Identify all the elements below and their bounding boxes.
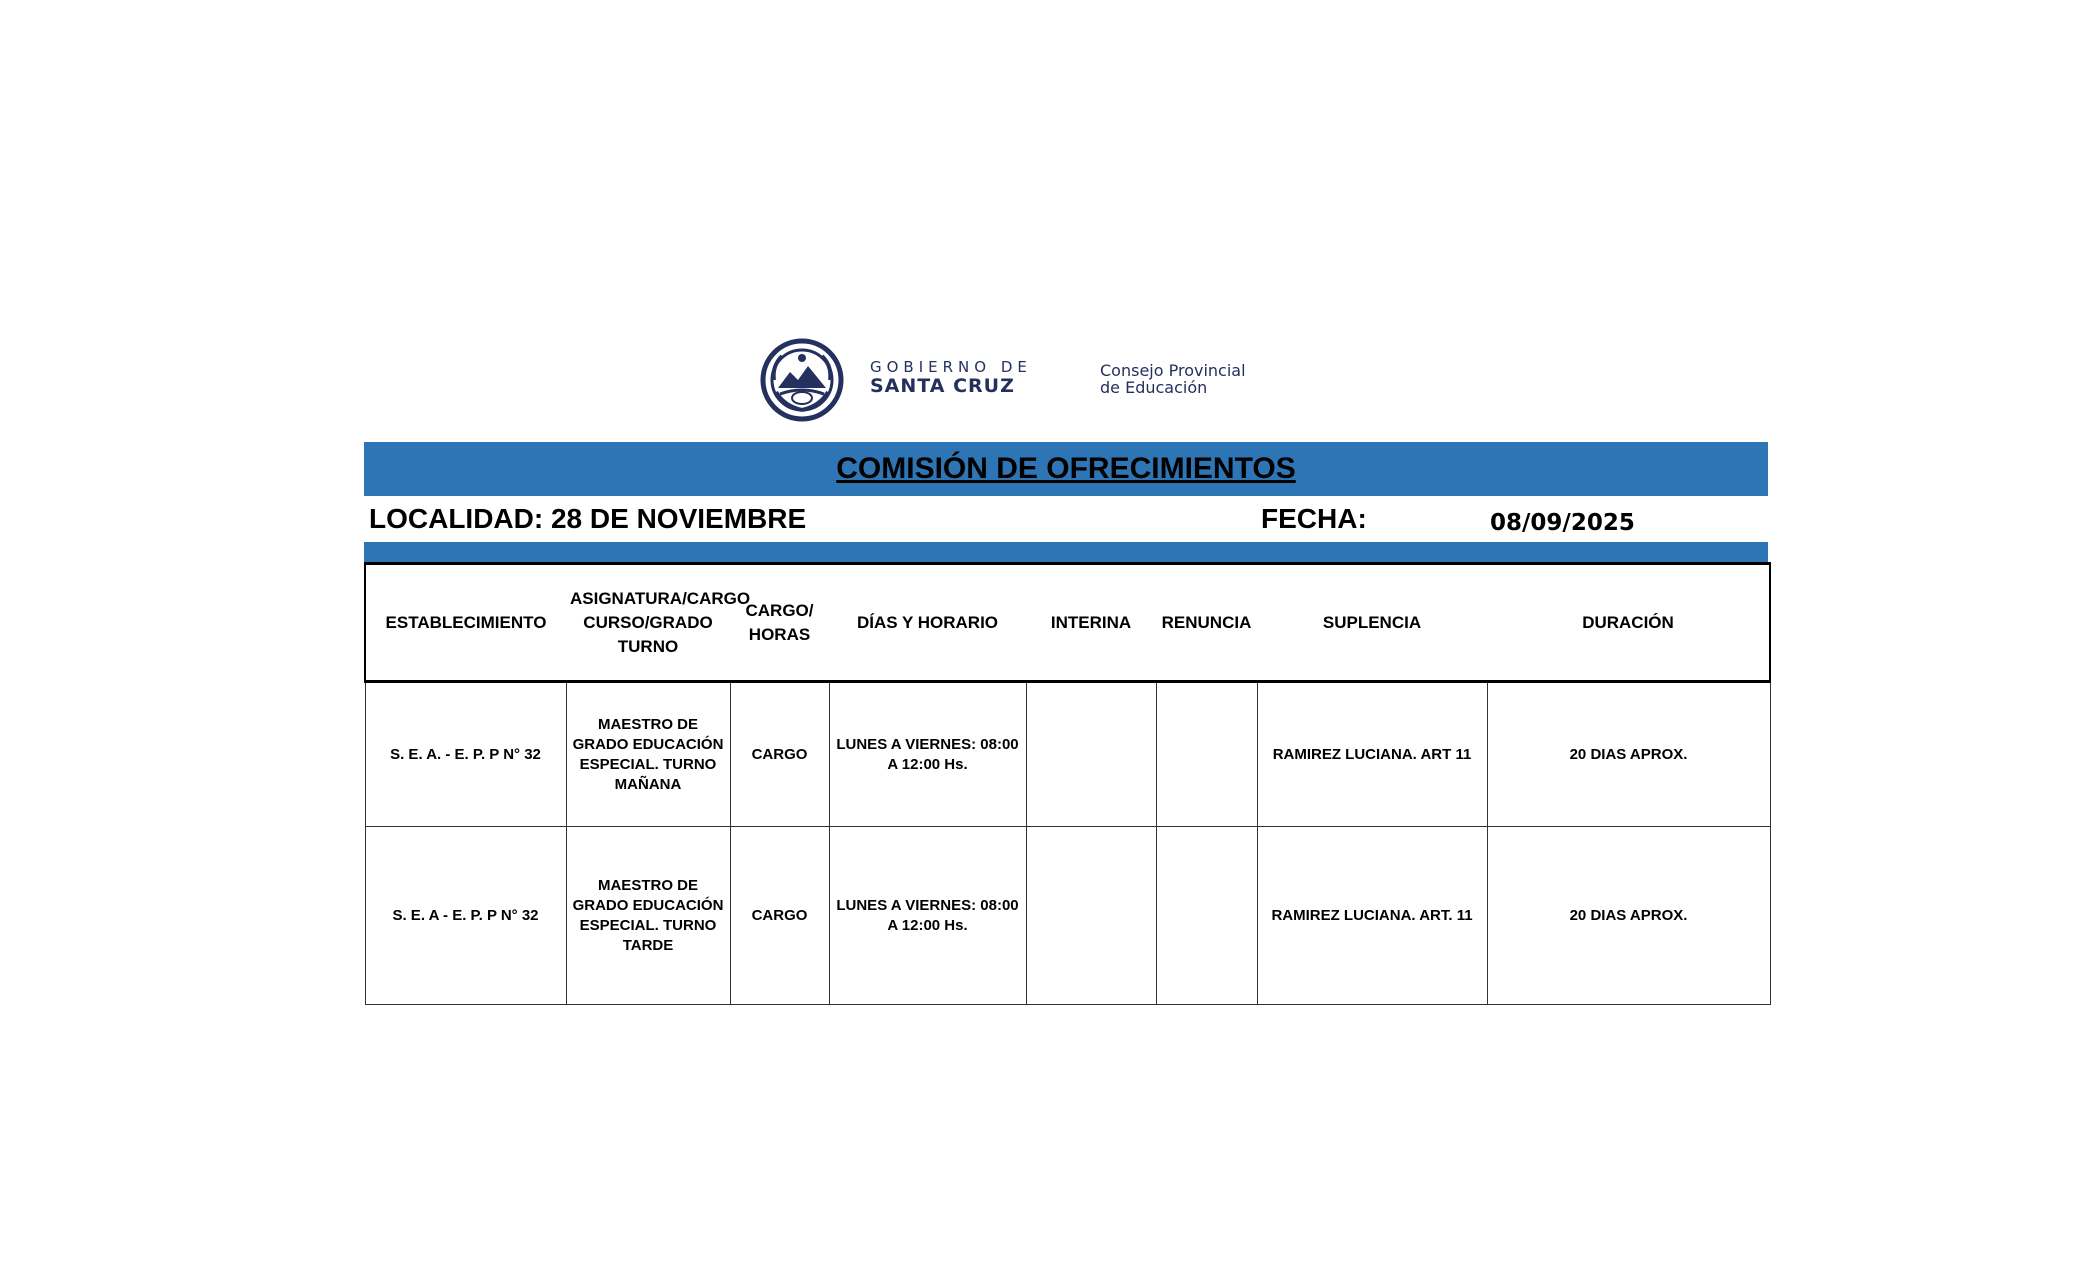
government-logo — [760, 338, 1300, 422]
header-asignatura: ASIGNATURA/CARGO CURSO/GRADO TURNO — [566, 564, 730, 682]
page-title: COMISIÓN DE OFRECIMIENTOS — [836, 452, 1296, 485]
header-establecimiento: ESTABLECIMIENTO — [365, 564, 566, 682]
cell-duracion: 20 DIAS APROX. — [1487, 682, 1770, 827]
gobierno-wordmark — [870, 358, 1032, 396]
table-row — [365, 682, 1770, 827]
header-cargo-horas: CARGO/ HORAS — [730, 564, 829, 682]
cell-dias-horario: LUNES A VIERNES: 08:00 A 12:00 Hs. — [829, 682, 1026, 827]
consejo-line2: de Educación — [1100, 378, 1208, 397]
cell-cargo: CARGO — [730, 827, 829, 1005]
cell-interina — [1026, 827, 1156, 1005]
divider-bar — [364, 542, 1768, 562]
header-dias-horario: DÍAS Y HORARIO — [829, 564, 1026, 682]
table-row — [365, 827, 1770, 1005]
consejo-wordmark — [1100, 362, 1246, 396]
cell-dias-horario: LUNES A VIERNES: 08:00 A 12:00 Hs. — [829, 827, 1026, 1005]
cell-renuncia — [1156, 682, 1257, 827]
cell-asignatura: MAESTRO DE GRADO EDUCACIÓN ESPECIAL. TURNO TARDE — [566, 827, 730, 1005]
cell-suplencia: RAMIREZ LUCIANA. ART 11 — [1257, 682, 1487, 827]
cell-renuncia — [1156, 827, 1257, 1005]
header-interina: INTERINA — [1026, 564, 1156, 682]
cell-establecimiento: S. E. A - E. P. P N° 32 — [365, 827, 566, 1005]
localidad-label: LOCALIDAD: 28 DE NOVIEMBRE — [369, 503, 807, 534]
header-renuncia: RENUNCIA — [1156, 564, 1257, 682]
cell-suplencia: RAMIREZ LUCIANA. ART. 11 — [1257, 827, 1487, 1005]
title-banner — [364, 442, 1768, 496]
fecha-label: FECHA: — [1261, 503, 1367, 534]
cell-establecimiento: S. E. A. - E. P. P N° 32 — [365, 682, 566, 827]
header-duracion: DURACIÓN — [1487, 564, 1770, 682]
consejo-line1: Consejo Provincial — [1100, 361, 1246, 380]
table-header-row — [365, 564, 1770, 682]
fecha-value: 08/09/2025 — [1490, 510, 1635, 536]
cell-duracion: 20 DIAS APROX. — [1487, 827, 1770, 1005]
cell-cargo: CARGO — [730, 682, 829, 827]
gobierno-line2: SANTA CRUZ — [870, 375, 1015, 397]
header-suplencia: SUPLENCIA — [1257, 564, 1487, 682]
offers-table — [364, 562, 1771, 1005]
cell-asignatura: MAESTRO DE GRADO EDUCACIÓN ESPECIAL. TURNO MAÑANA — [566, 682, 730, 827]
cell-interina — [1026, 682, 1156, 827]
gobierno-line1: GOBIERNO DE — [870, 358, 1032, 376]
provincial-seal-icon — [760, 338, 844, 422]
